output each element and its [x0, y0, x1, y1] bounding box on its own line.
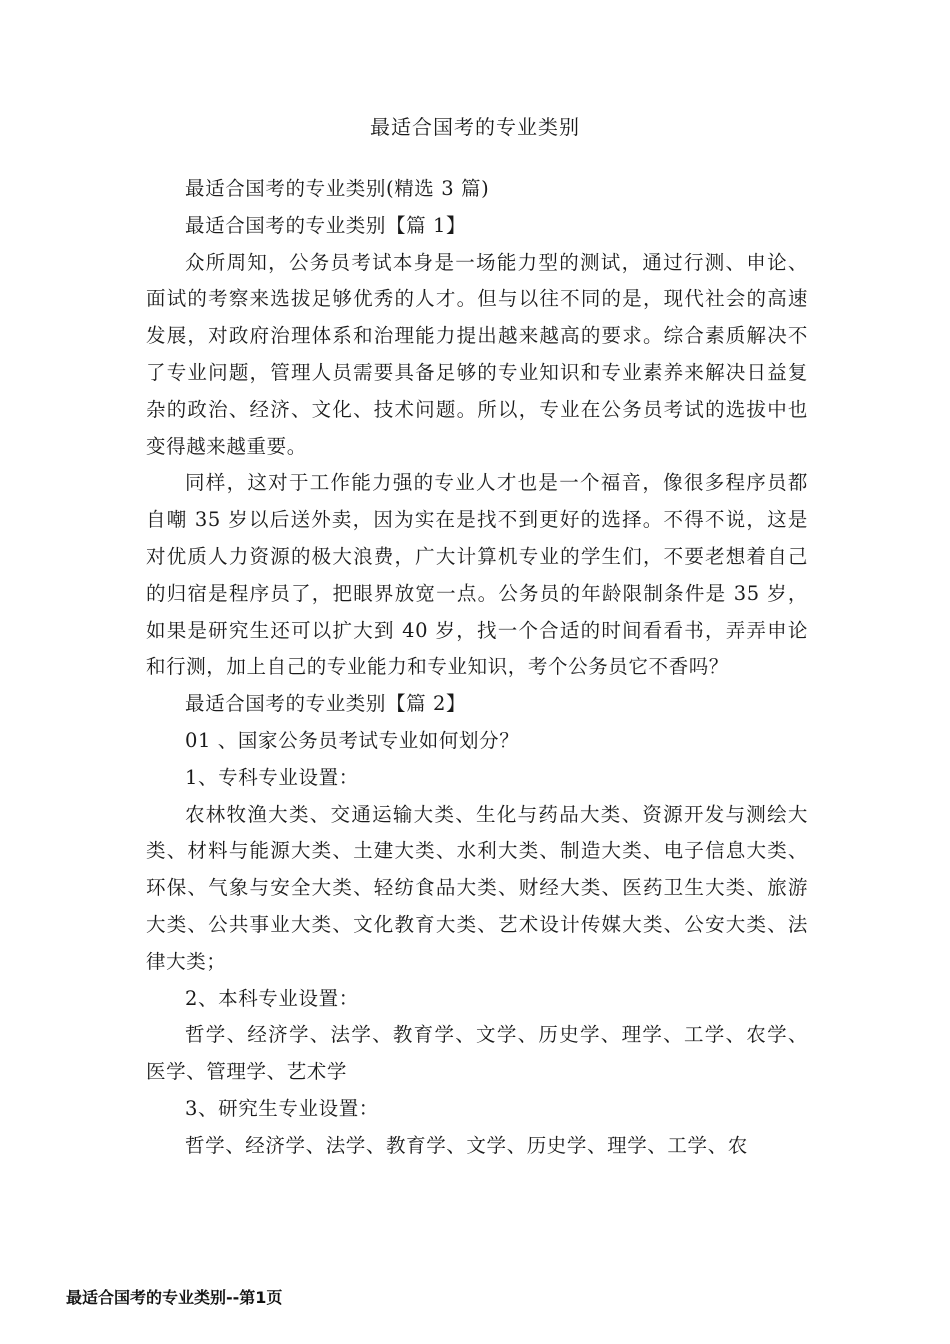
paragraph: 哲学、经济学、法学、教育学、文学、历史学、理学、工学、农 [185, 1133, 748, 1157]
section-heading-2: 最适合国考的专业类别【篇 2】 [185, 692, 467, 716]
document-body [146, 171, 808, 1165]
document-title: 最适合国考的专业类别 [370, 115, 580, 139]
list-heading-associate: 1、专科专业设置： [185, 765, 359, 789]
question-heading: 01 、国家公务员考试专业如何划分？ [185, 728, 520, 752]
section-heading-1: 最适合国考的专业类别【篇 1】 [185, 213, 467, 237]
paragraph: 众所周知，公务员考试本身是一场能力型的测试，通过行测、申论、面试的考察来选拔足够优秀的人才。但与以往不同的是，现代社会的高速发展，对政府治理体系和治理能力提出越来越高的要求。综合素质解决不了专业问题，管理人员需要具备足够的专业知识和专业素养来解决日益复杂的政治、经济、文化、技术问题。所以，专业在公务员考试的选拔中也变得越来越重要。 [146, 250, 808, 458]
list-heading-graduate: 3、研究生专业设置： [185, 1096, 379, 1120]
list-heading-bachelor: 2、本科专业设置： [185, 986, 359, 1010]
paragraph: 同样，这对于工作能力强的专业人才也是一个福音，像很多程序员都自嘲 35 岁以后送外卖，因为实在是找不到更好的选择。不得不说，这是对优质人力资源的极大浪费，广大计算机专业的学生们，不要老想着自己的归宿是程序员了，把眼界放宽一点。公务员的年龄限制条件是 35 岁，如果是研究生还可以扩大到 40 岁，找一个合适的时间看看书，弄弄申论和行测，加上自己的专业能力和专业知识，考个公务员它不香吗？ [146, 471, 808, 679]
paragraph: 哲学、经济学、法学、教育学、文学、历史学、理学、工学、农学、医学、管理学、艺术学 [146, 1023, 808, 1084]
paragraph-subtitle: 最适合国考的专业类别(精选 3 篇) [185, 177, 490, 200]
page-footer: 最适合国考的专业类别--第1页 [66, 1288, 283, 1307]
paragraph: 农林牧渔大类、交通运输大类、生化与药品大类、资源开发与测绘大类、材料与能源大类、土建大类、水利大类、制造大类、电子信息大类、环保、气象与安全大类、轻纺食品大类、财经大类、医药卫生大类、旅游大类、公共事业大类、文化教育大类、艺术设计传媒大类、公安大类、法律大类； [146, 802, 808, 973]
